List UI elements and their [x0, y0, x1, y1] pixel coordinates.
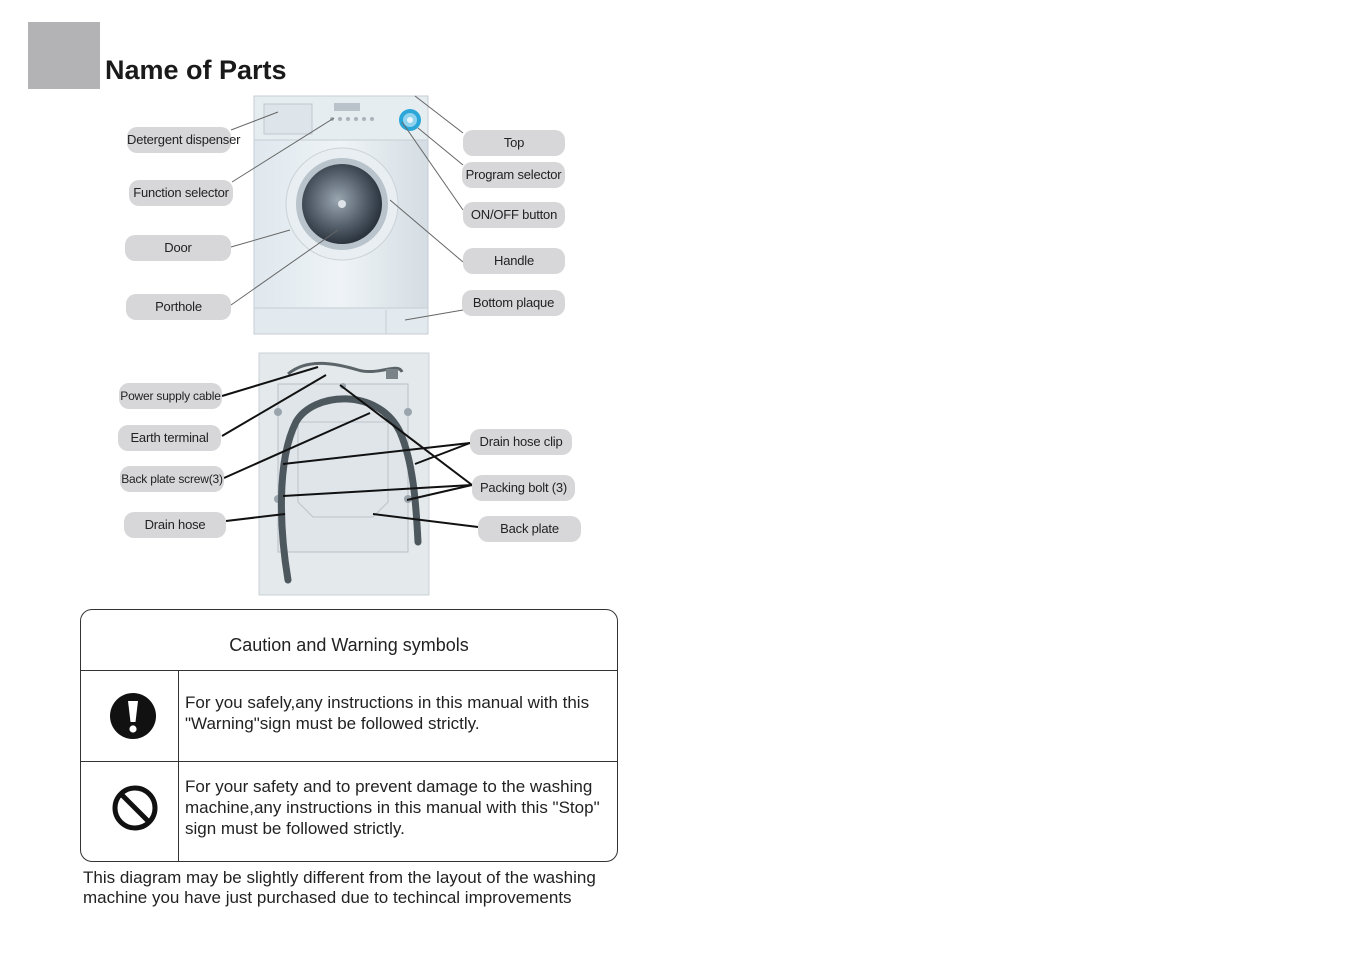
diagram-note: This diagram may be slightly different from the layout of the washing machine you have just purchased due to techincal improvements [83, 868, 596, 907]
label-drain-hose-clip: Drain hose clip [470, 429, 572, 455]
caution-row-stop [81, 762, 617, 862]
label-bottom-plaque: Bottom plaque [462, 290, 565, 316]
label-earth-terminal: Earth terminal [118, 425, 221, 451]
warning-text: For you safely,any instructions in this manual with this "Warning"sign must be followed strictly. [185, 693, 590, 733]
caution-row-warning [81, 670, 617, 762]
label-packing-bolt: Packing bolt (3) [472, 475, 575, 501]
caution-table-header: Caution and Warning symbols [81, 610, 617, 671]
label-top: Top [463, 130, 565, 156]
label-detergent-dispenser: Detergent dispenser [127, 127, 231, 153]
label-door: Door [125, 235, 231, 261]
caution-warning-table [80, 609, 618, 862]
label-porthole: Porthole [126, 294, 231, 320]
stop-prohibition-icon [111, 784, 159, 832]
exclamation-warning-icon [109, 692, 157, 740]
label-program-selector: Program selector [462, 162, 565, 188]
label-power-supply-cable: Power supply cable [119, 383, 222, 409]
label-drain-hose: Drain hose [124, 512, 226, 538]
page-title: Name of Parts [105, 55, 287, 85]
warning-icon-cell [81, 670, 179, 761]
washing-machine-front-image [250, 94, 432, 336]
stop-text: For your safety and to prevent damage to the washing machine,any instructions in this manual with this "Stop" sign must be followed strictly. [185, 777, 600, 838]
washing-machine-back-image [258, 352, 430, 596]
label-on-off-button: ON/OFF button [463, 202, 565, 228]
label-function-selector: Function selector [129, 180, 233, 206]
label-back-plate: Back plate [478, 516, 581, 542]
label-back-plate-screw: Back plate screw(3) [120, 466, 224, 492]
section-tab [28, 22, 100, 89]
stop-icon-cell [81, 762, 179, 862]
label-handle: Handle [463, 248, 565, 274]
